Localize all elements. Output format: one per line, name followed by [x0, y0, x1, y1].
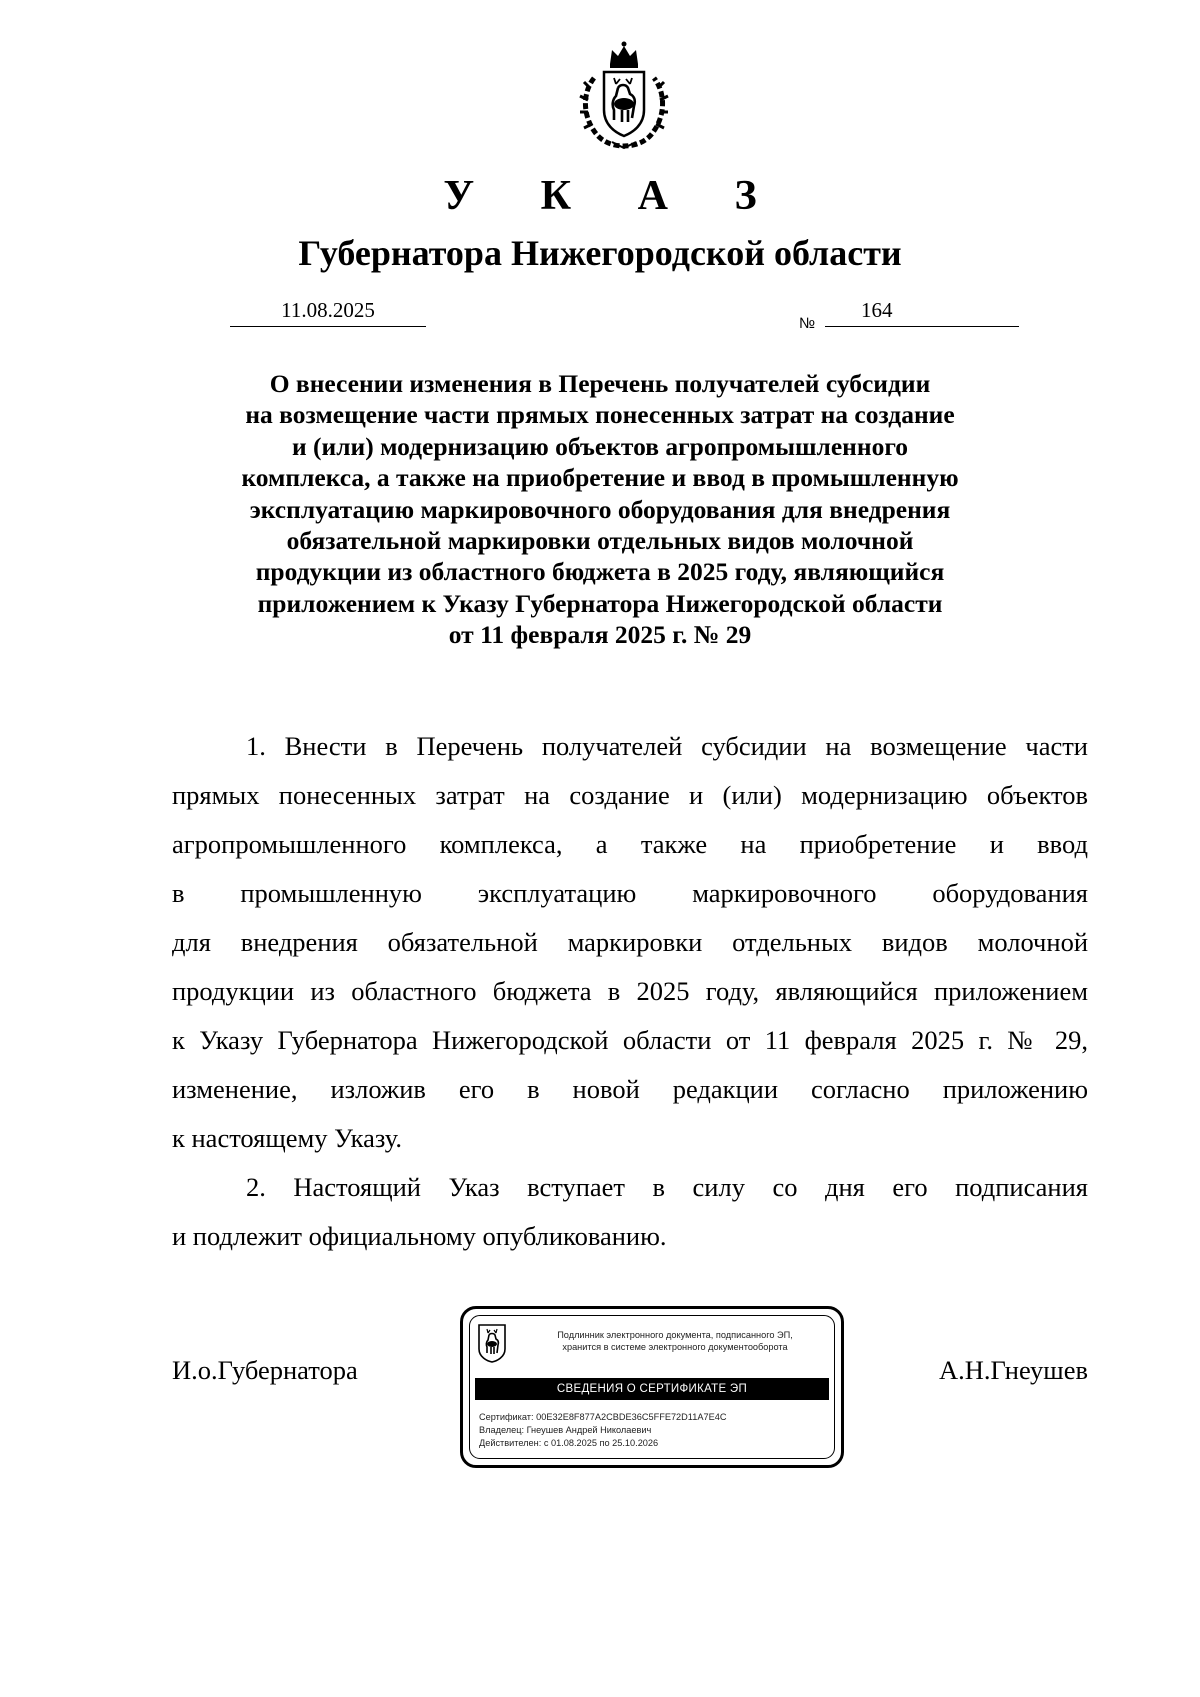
document-date: 11.08.2025	[281, 298, 375, 322]
deer-emblem-icon	[477, 1323, 507, 1363]
document-title	[200, 368, 1000, 651]
title-line: продукции из областного бюджета в 2025 году, являющийся	[255, 557, 945, 587]
title-line: от 11 февраля 2025 г. № 29	[448, 620, 752, 650]
stamp-note-line: Подлинник электронного документа, подписанного ЭП,	[557, 1330, 793, 1340]
signatory-position: И.о.Губернатора	[172, 1355, 358, 1385]
number-sign: №	[799, 315, 816, 332]
stamp-note	[517, 1329, 833, 1353]
certificate-owner: Владелец: Гнеушев Андрей Николаевич	[479, 1425, 652, 1435]
paragraph-2-line: 2. Настоящий Указ вступает в силу со дня его подписания	[246, 1172, 1088, 1202]
paragraph-1-line: в промышленную эксплуатацию маркировочного оборудования	[172, 878, 1088, 908]
document-body	[172, 722, 1088, 1261]
document-type-heading: У К А З	[443, 173, 785, 219]
electronic-signature-stamp	[460, 1306, 844, 1468]
paragraph-1-line: 1. Внести в Перечень получателей субсидии на возмещение части	[246, 731, 1088, 761]
title-line: и (или) модернизацию объектов агропромышленного	[291, 431, 909, 461]
paragraph-1-line: агропромышленного комплекса, а также на приобретение и ввод	[172, 829, 1088, 859]
title-line: комплекса, а также на приобретение и ввод в промышленную	[241, 463, 959, 493]
title-line: приложением к Указу Губернатора Нижегородской области	[257, 588, 943, 618]
signatory-name: А.Н.Гнеушев	[938, 1355, 1088, 1385]
paragraph-1-line: к Указу Губернатора Нижегородской области от 11 февраля 2025 г. № 29,	[172, 1025, 1088, 1055]
title-line: обязательной маркировки отдельных видов молочной	[286, 526, 914, 556]
paragraph-1-line: изменение, изложив его в новой редакции согласно приложению	[172, 1074, 1088, 1104]
paragraph-1-line: для внедрения обязательной маркировки отдельных видов молочной	[172, 927, 1088, 957]
title-line: на возмещение части прямых понесенных затрат на создание	[245, 400, 955, 430]
certificate-serial: Сертификат: 00E32E8F877A2CBDE36C5FFE72D11A7E4C	[479, 1412, 727, 1422]
document-number-field	[825, 298, 1019, 327]
coat-of-arms-emblem	[576, 38, 672, 150]
title-line: О внесении изменения в Перечень получателей субсидии	[269, 369, 931, 398]
date-underline	[230, 326, 426, 327]
document-date-field	[230, 298, 426, 327]
title-line: эксплуатацию маркировочного оборудования для внедрения	[249, 494, 951, 524]
paragraph-1-line: к настоящему Указу.	[172, 1123, 402, 1153]
document-number: 164	[861, 298, 893, 322]
stamp-note-line: хранится в системе электронного документооборота	[562, 1342, 788, 1352]
issuer-heading: Губернатора Нижегородской области	[298, 233, 902, 273]
paragraph-1-line: продукции из областного бюджета в 2025 году, являющийся приложением	[172, 976, 1088, 1006]
certificate-details	[479, 1411, 833, 1450]
certificate-validity: Действителен: с 01.08.2025 по 25.10.2026	[479, 1438, 659, 1448]
certificate-info-header: СВЕДЕНИЯ О СЕРТИФИКАТЕ ЭП	[475, 1378, 829, 1400]
number-underline	[825, 326, 1019, 327]
paragraph-2-line: и подлежит официальному опубликованию.	[172, 1221, 667, 1251]
paragraph-1-line: прямых понесенных затрат на создание и (или) модернизацию объектов	[172, 780, 1088, 810]
